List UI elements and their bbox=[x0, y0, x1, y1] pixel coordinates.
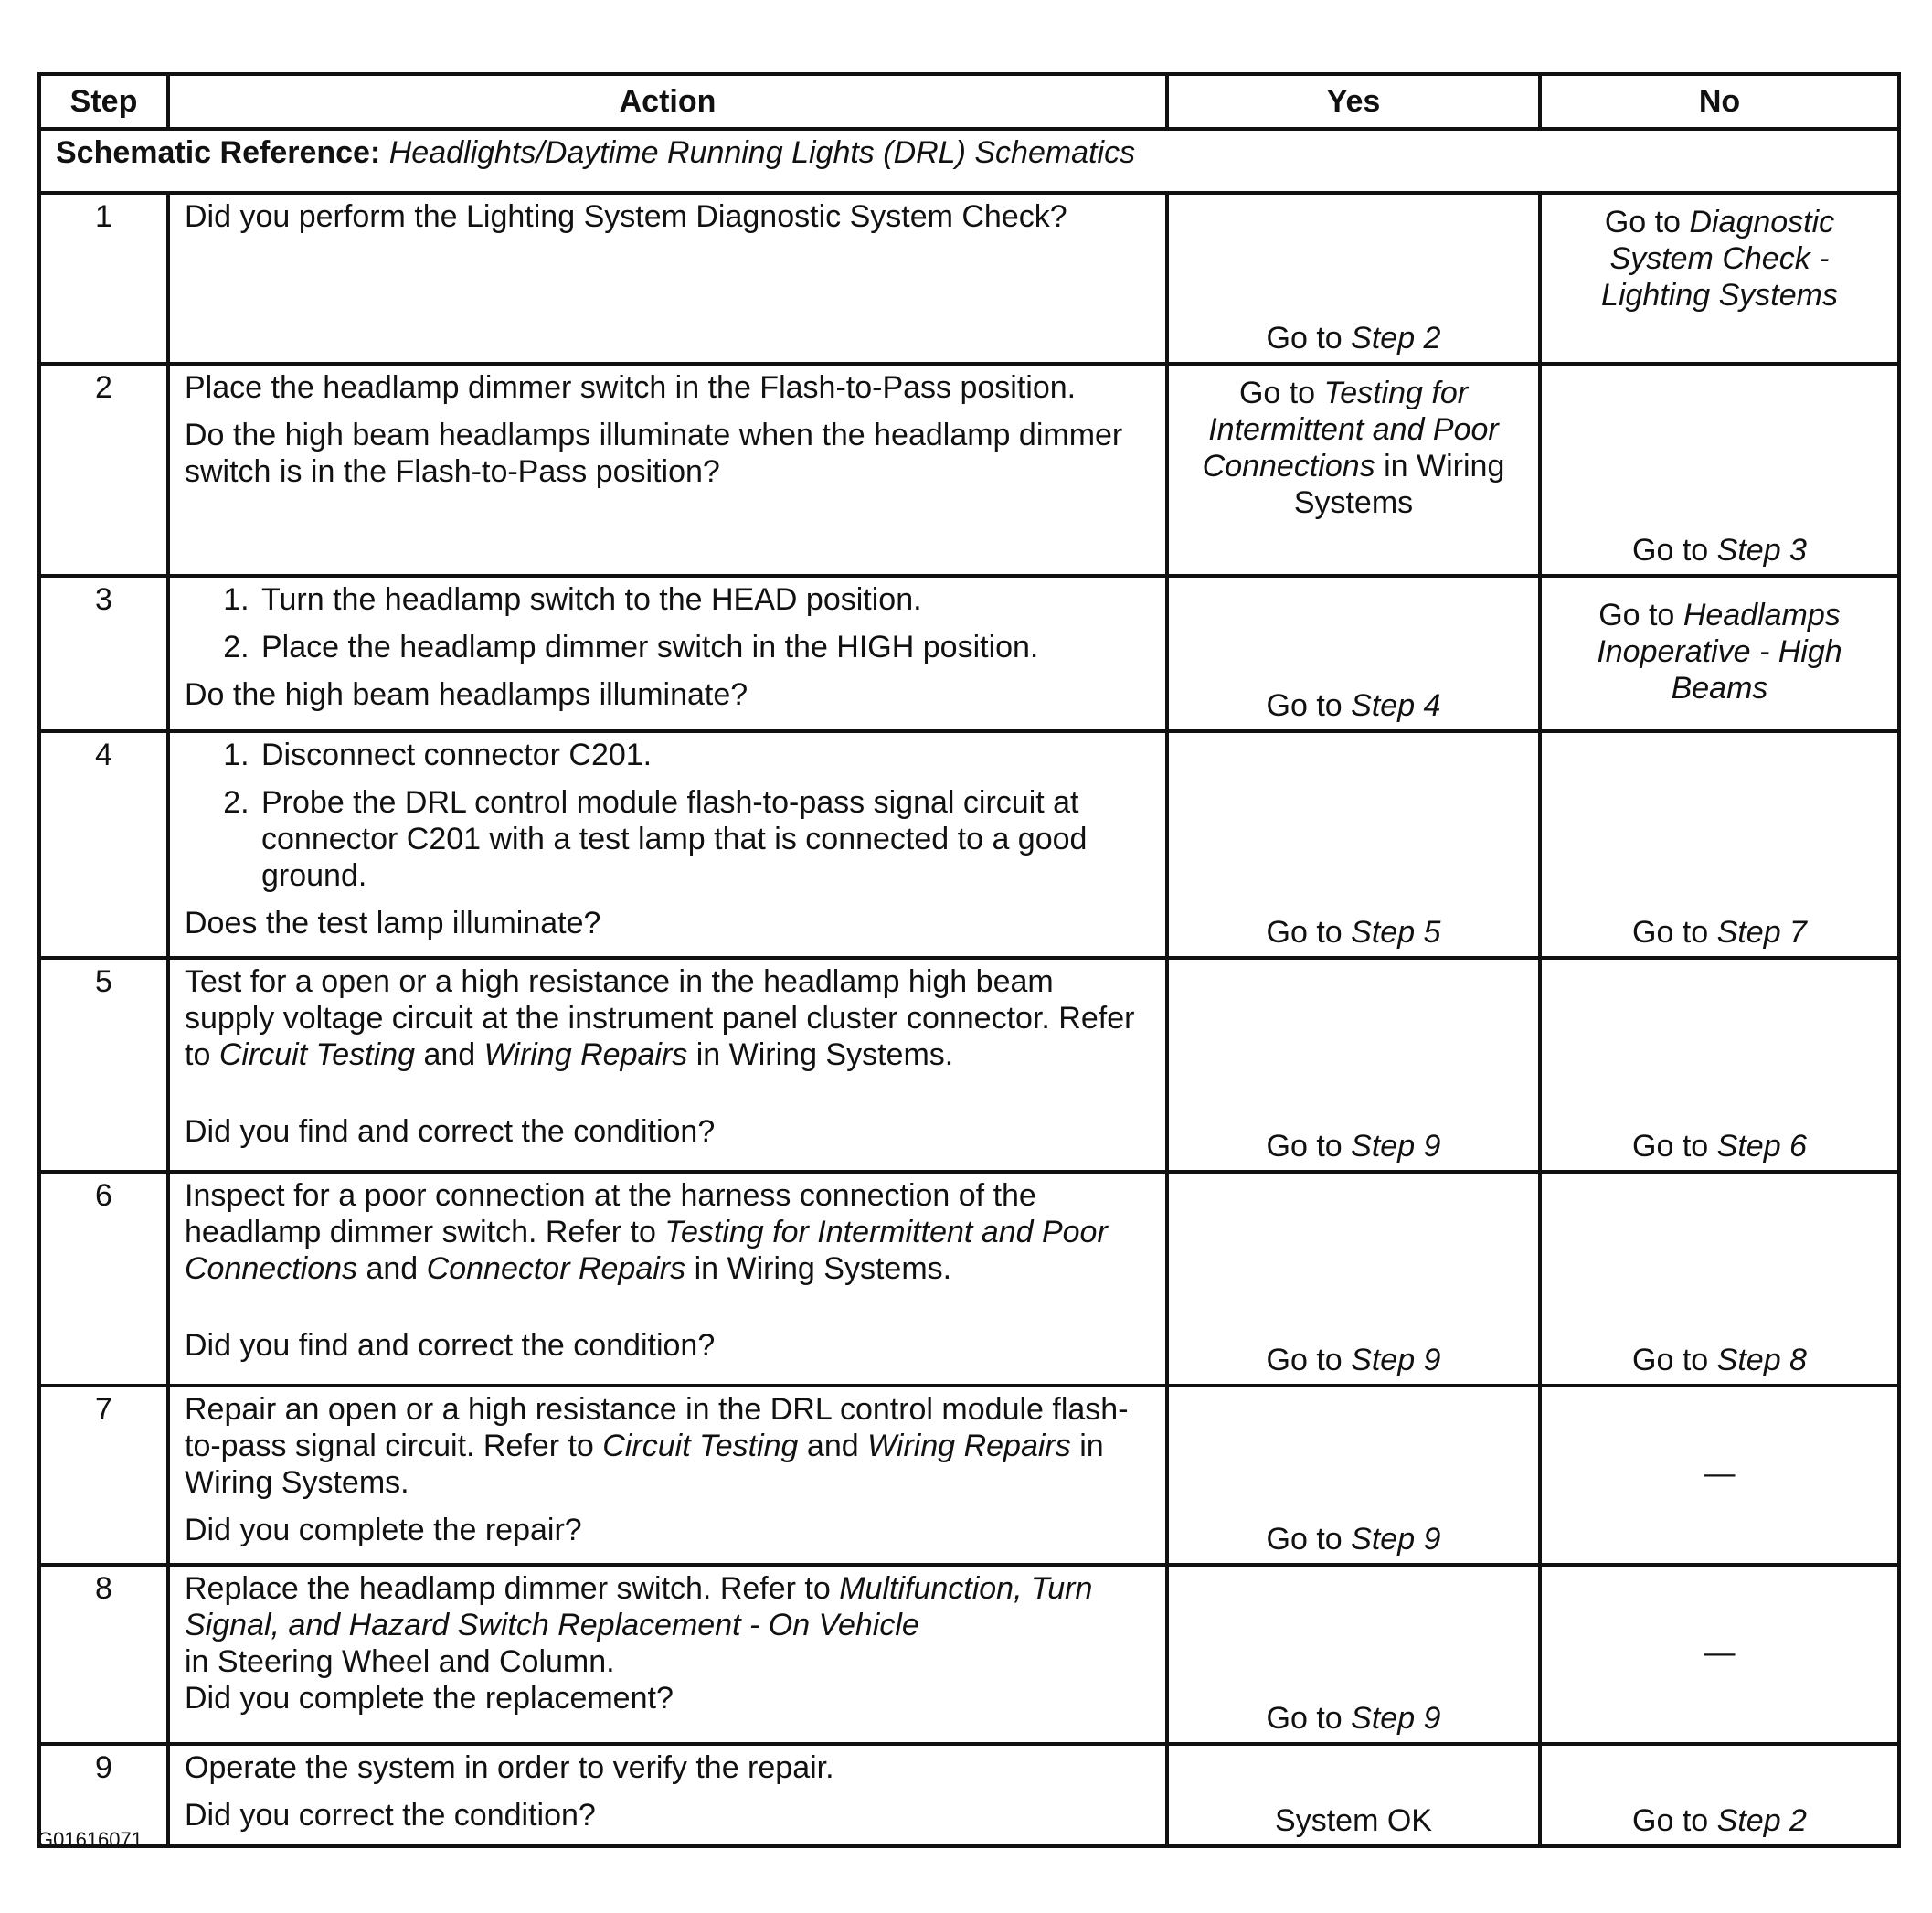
no-cell bbox=[1540, 1565, 1899, 1744]
no-cell bbox=[1540, 364, 1899, 576]
table-row bbox=[39, 364, 1899, 576]
action-cell bbox=[168, 364, 1167, 576]
no-cell bbox=[1540, 958, 1899, 1172]
table-row bbox=[39, 193, 1899, 364]
schematic-reference-link[interactable]: Headlights/Daytime Running Lights (DRL) Schematics bbox=[388, 135, 1136, 170]
step-number: 8 bbox=[39, 1565, 168, 1744]
header-no: No bbox=[1540, 74, 1899, 129]
step-number: 5 bbox=[39, 958, 168, 1172]
yes-cell bbox=[1167, 364, 1540, 576]
action-question: Did you correct the condition? bbox=[185, 1798, 596, 1833]
action-instruction bbox=[185, 963, 1151, 1073]
no-step-link[interactable]: Step 8 bbox=[1716, 1342, 1807, 1377]
yes-prefix: Go to bbox=[1266, 914, 1343, 950]
action-question: Did you complete the replacement? bbox=[185, 1681, 674, 1716]
action-cell bbox=[168, 1386, 1167, 1565]
action-instruction bbox=[185, 1570, 1151, 1643]
action-list bbox=[185, 581, 1151, 665]
diagnostic-table bbox=[37, 72, 1901, 1848]
action-instruction bbox=[185, 1177, 1151, 1287]
no-prefix: Go to bbox=[1632, 1128, 1709, 1164]
action-text: in Wiring Systems. bbox=[694, 1251, 952, 1287]
procedure-link[interactable]: Wiring Repairs bbox=[483, 1037, 688, 1073]
table-row bbox=[39, 576, 1899, 731]
yes-prefix: Go to bbox=[1238, 376, 1316, 410]
table-row bbox=[39, 1565, 1899, 1744]
no-prefix: Go to bbox=[1632, 914, 1709, 950]
yes-procedure-link[interactable]: Testing for Intermittent and Poor Connections bbox=[1202, 376, 1499, 484]
action-text: Operate the system in order to verify the repair. bbox=[185, 1750, 834, 1785]
procedure-link[interactable]: Multifunction, Turn Signal, and Hazard Switch Replacement - On Vehicle bbox=[185, 1571, 1093, 1643]
action-cell bbox=[168, 576, 1167, 731]
action-text: in Wiring Systems. bbox=[695, 1037, 954, 1073]
action-question: Do the high beam headlamps illuminate when the headlamp dimmer switch is in the Flash-to-Pass position? bbox=[185, 418, 1123, 490]
procedure-link[interactable]: Wiring Repairs bbox=[867, 1429, 1071, 1464]
yes-cell bbox=[1167, 1386, 1540, 1565]
action-instruction bbox=[185, 1391, 1151, 1501]
no-prefix: Go to bbox=[1632, 1802, 1709, 1838]
action-list-item: 1. Disconnect connector C201. bbox=[258, 737, 1151, 773]
action-text: in Wiring Systems. bbox=[185, 1429, 1104, 1501]
action-list-item: 2. Probe the DRL control module flash-to-pass signal circuit at connector C201 with a test lamp that is connected to a good ground. bbox=[258, 784, 1151, 894]
action-cell bbox=[168, 193, 1167, 364]
step-number: 7 bbox=[39, 1386, 168, 1565]
yes-prefix: Go to bbox=[1266, 1128, 1343, 1164]
header-yes: Yes bbox=[1167, 74, 1540, 129]
action-text: Test for a open or a high resistance in the headlamp high beam supply voltage circuit at the instrument panel cluster connector. Refer to bbox=[185, 964, 1135, 1073]
yes-suffix: in Wiring Systems bbox=[1293, 449, 1505, 521]
no-cell bbox=[1540, 1172, 1899, 1386]
schematic-reference bbox=[39, 129, 1899, 193]
procedure-link[interactable]: Testing for Intermittent and Poor Connections bbox=[185, 1215, 1108, 1287]
no-cell bbox=[1540, 1386, 1899, 1565]
action-join: and bbox=[423, 1037, 476, 1073]
action-list-item: 1. Turn the headlamp switch to the HEAD position. bbox=[258, 581, 1151, 618]
procedure-link[interactable]: Connector Repairs bbox=[426, 1251, 686, 1287]
action-question: Did you find and correct the condition? bbox=[185, 1328, 716, 1364]
action-text: Did you perform the Lighting System Diagnostic System Check? bbox=[185, 199, 1067, 234]
no-step-link[interactable]: Step 7 bbox=[1716, 914, 1807, 950]
header-action: Action bbox=[168, 74, 1167, 129]
yes-prefix: Go to bbox=[1266, 1342, 1343, 1377]
action-question: Did you find and correct the condition? bbox=[185, 1114, 716, 1150]
no-prefix: Go to bbox=[1632, 532, 1709, 568]
action-question: Do the high beam headlamps illuminate? bbox=[185, 677, 748, 713]
yes-step-link[interactable]: Step 9 bbox=[1351, 1700, 1441, 1736]
step-number: 9 bbox=[39, 1744, 168, 1846]
yes-prefix: Go to bbox=[1266, 320, 1343, 356]
yes-step-link[interactable]: Step 9 bbox=[1351, 1128, 1441, 1164]
table-row bbox=[39, 1386, 1899, 1565]
action-question: Did you complete the repair? bbox=[185, 1513, 582, 1548]
yes-cell bbox=[1167, 1565, 1540, 1744]
no-cell bbox=[1540, 731, 1899, 958]
yes-cell bbox=[1167, 731, 1540, 958]
step-number: 2 bbox=[39, 364, 168, 576]
action-question: Does the test lamp illuminate? bbox=[185, 906, 601, 941]
table-row bbox=[39, 1744, 1899, 1846]
step-number: 3 bbox=[39, 576, 168, 731]
action-cell bbox=[168, 1565, 1167, 1744]
yes-step-link[interactable]: Step 5 bbox=[1351, 914, 1441, 950]
procedure-link[interactable]: Circuit Testing bbox=[602, 1429, 799, 1464]
figure-id: G01616071 bbox=[37, 1828, 143, 1851]
yes-result: System OK bbox=[1275, 1802, 1432, 1838]
yes-prefix: Go to bbox=[1266, 1521, 1343, 1557]
no-prefix: Go to bbox=[1598, 597, 1675, 632]
action-list bbox=[185, 737, 1151, 894]
action-cell bbox=[168, 1172, 1167, 1386]
action-cell bbox=[168, 731, 1167, 958]
step-number: 1 bbox=[39, 193, 168, 364]
no-dash: — bbox=[1704, 1455, 1736, 1491]
yes-cell bbox=[1167, 576, 1540, 731]
schematic-reference-label: Schematic Reference: bbox=[56, 135, 381, 170]
table-row bbox=[39, 731, 1899, 958]
schematic-reference-row bbox=[39, 129, 1899, 193]
no-procedure-link[interactable]: Headlamps Inoperative - High Beams bbox=[1597, 597, 1842, 707]
no-step-link[interactable]: Step 6 bbox=[1716, 1128, 1807, 1164]
step-number: 6 bbox=[39, 1172, 168, 1386]
table-row bbox=[39, 958, 1899, 1172]
yes-prefix: Go to bbox=[1266, 687, 1343, 723]
no-step-link[interactable]: Step 3 bbox=[1716, 532, 1807, 568]
yes-step-link[interactable]: Step 4 bbox=[1351, 687, 1441, 723]
procedure-link[interactable]: Circuit Testing bbox=[218, 1037, 415, 1073]
yes-step-link[interactable]: Step 9 bbox=[1351, 1521, 1441, 1557]
no-prefix: Go to bbox=[1632, 1342, 1709, 1377]
yes-cell bbox=[1167, 1172, 1540, 1386]
action-text: Place the headlamp dimmer switch in the Flash-to-Pass position. bbox=[185, 370, 1077, 405]
header-step: Step bbox=[39, 74, 168, 129]
action-text: Inspect for a poor connection at the harness connection of the headlamp dimmer switch. Refer to bbox=[185, 1178, 1036, 1250]
yes-cell bbox=[1167, 193, 1540, 364]
step-number: 4 bbox=[39, 731, 168, 958]
header-row bbox=[39, 74, 1899, 129]
action-join: and bbox=[366, 1251, 419, 1287]
action-cell bbox=[168, 1744, 1167, 1846]
action-list-item: 2. Place the headlamp dimmer switch in the HIGH position. bbox=[258, 629, 1151, 665]
action-text: in Steering Wheel and Column. bbox=[185, 1644, 615, 1680]
action-text: Replace the headlamp dimmer switch. Refer to bbox=[185, 1571, 831, 1606]
yes-prefix: Go to bbox=[1266, 1700, 1343, 1736]
no-cell bbox=[1540, 193, 1899, 364]
table-row bbox=[39, 1172, 1899, 1386]
action-cell bbox=[168, 958, 1167, 1172]
no-procedure-link[interactable]: Diagnostic System Check - Lighting Systems bbox=[1601, 205, 1838, 314]
yes-cell bbox=[1167, 958, 1540, 1172]
no-cell bbox=[1540, 576, 1899, 731]
no-dash: — bbox=[1704, 1634, 1736, 1670]
yes-step-link[interactable]: Step 9 bbox=[1351, 1342, 1441, 1377]
yes-cell bbox=[1167, 1744, 1540, 1846]
no-cell bbox=[1540, 1744, 1899, 1846]
action-join: and bbox=[806, 1429, 859, 1464]
no-step-link[interactable]: Step 2 bbox=[1716, 1802, 1807, 1838]
action-text: Repair an open or a high resistance in the DRL control module flash-to-pass signal circuit. Refer to bbox=[185, 1392, 1129, 1464]
no-prefix: Go to bbox=[1604, 205, 1681, 239]
yes-step-link[interactable]: Step 2 bbox=[1351, 320, 1441, 356]
